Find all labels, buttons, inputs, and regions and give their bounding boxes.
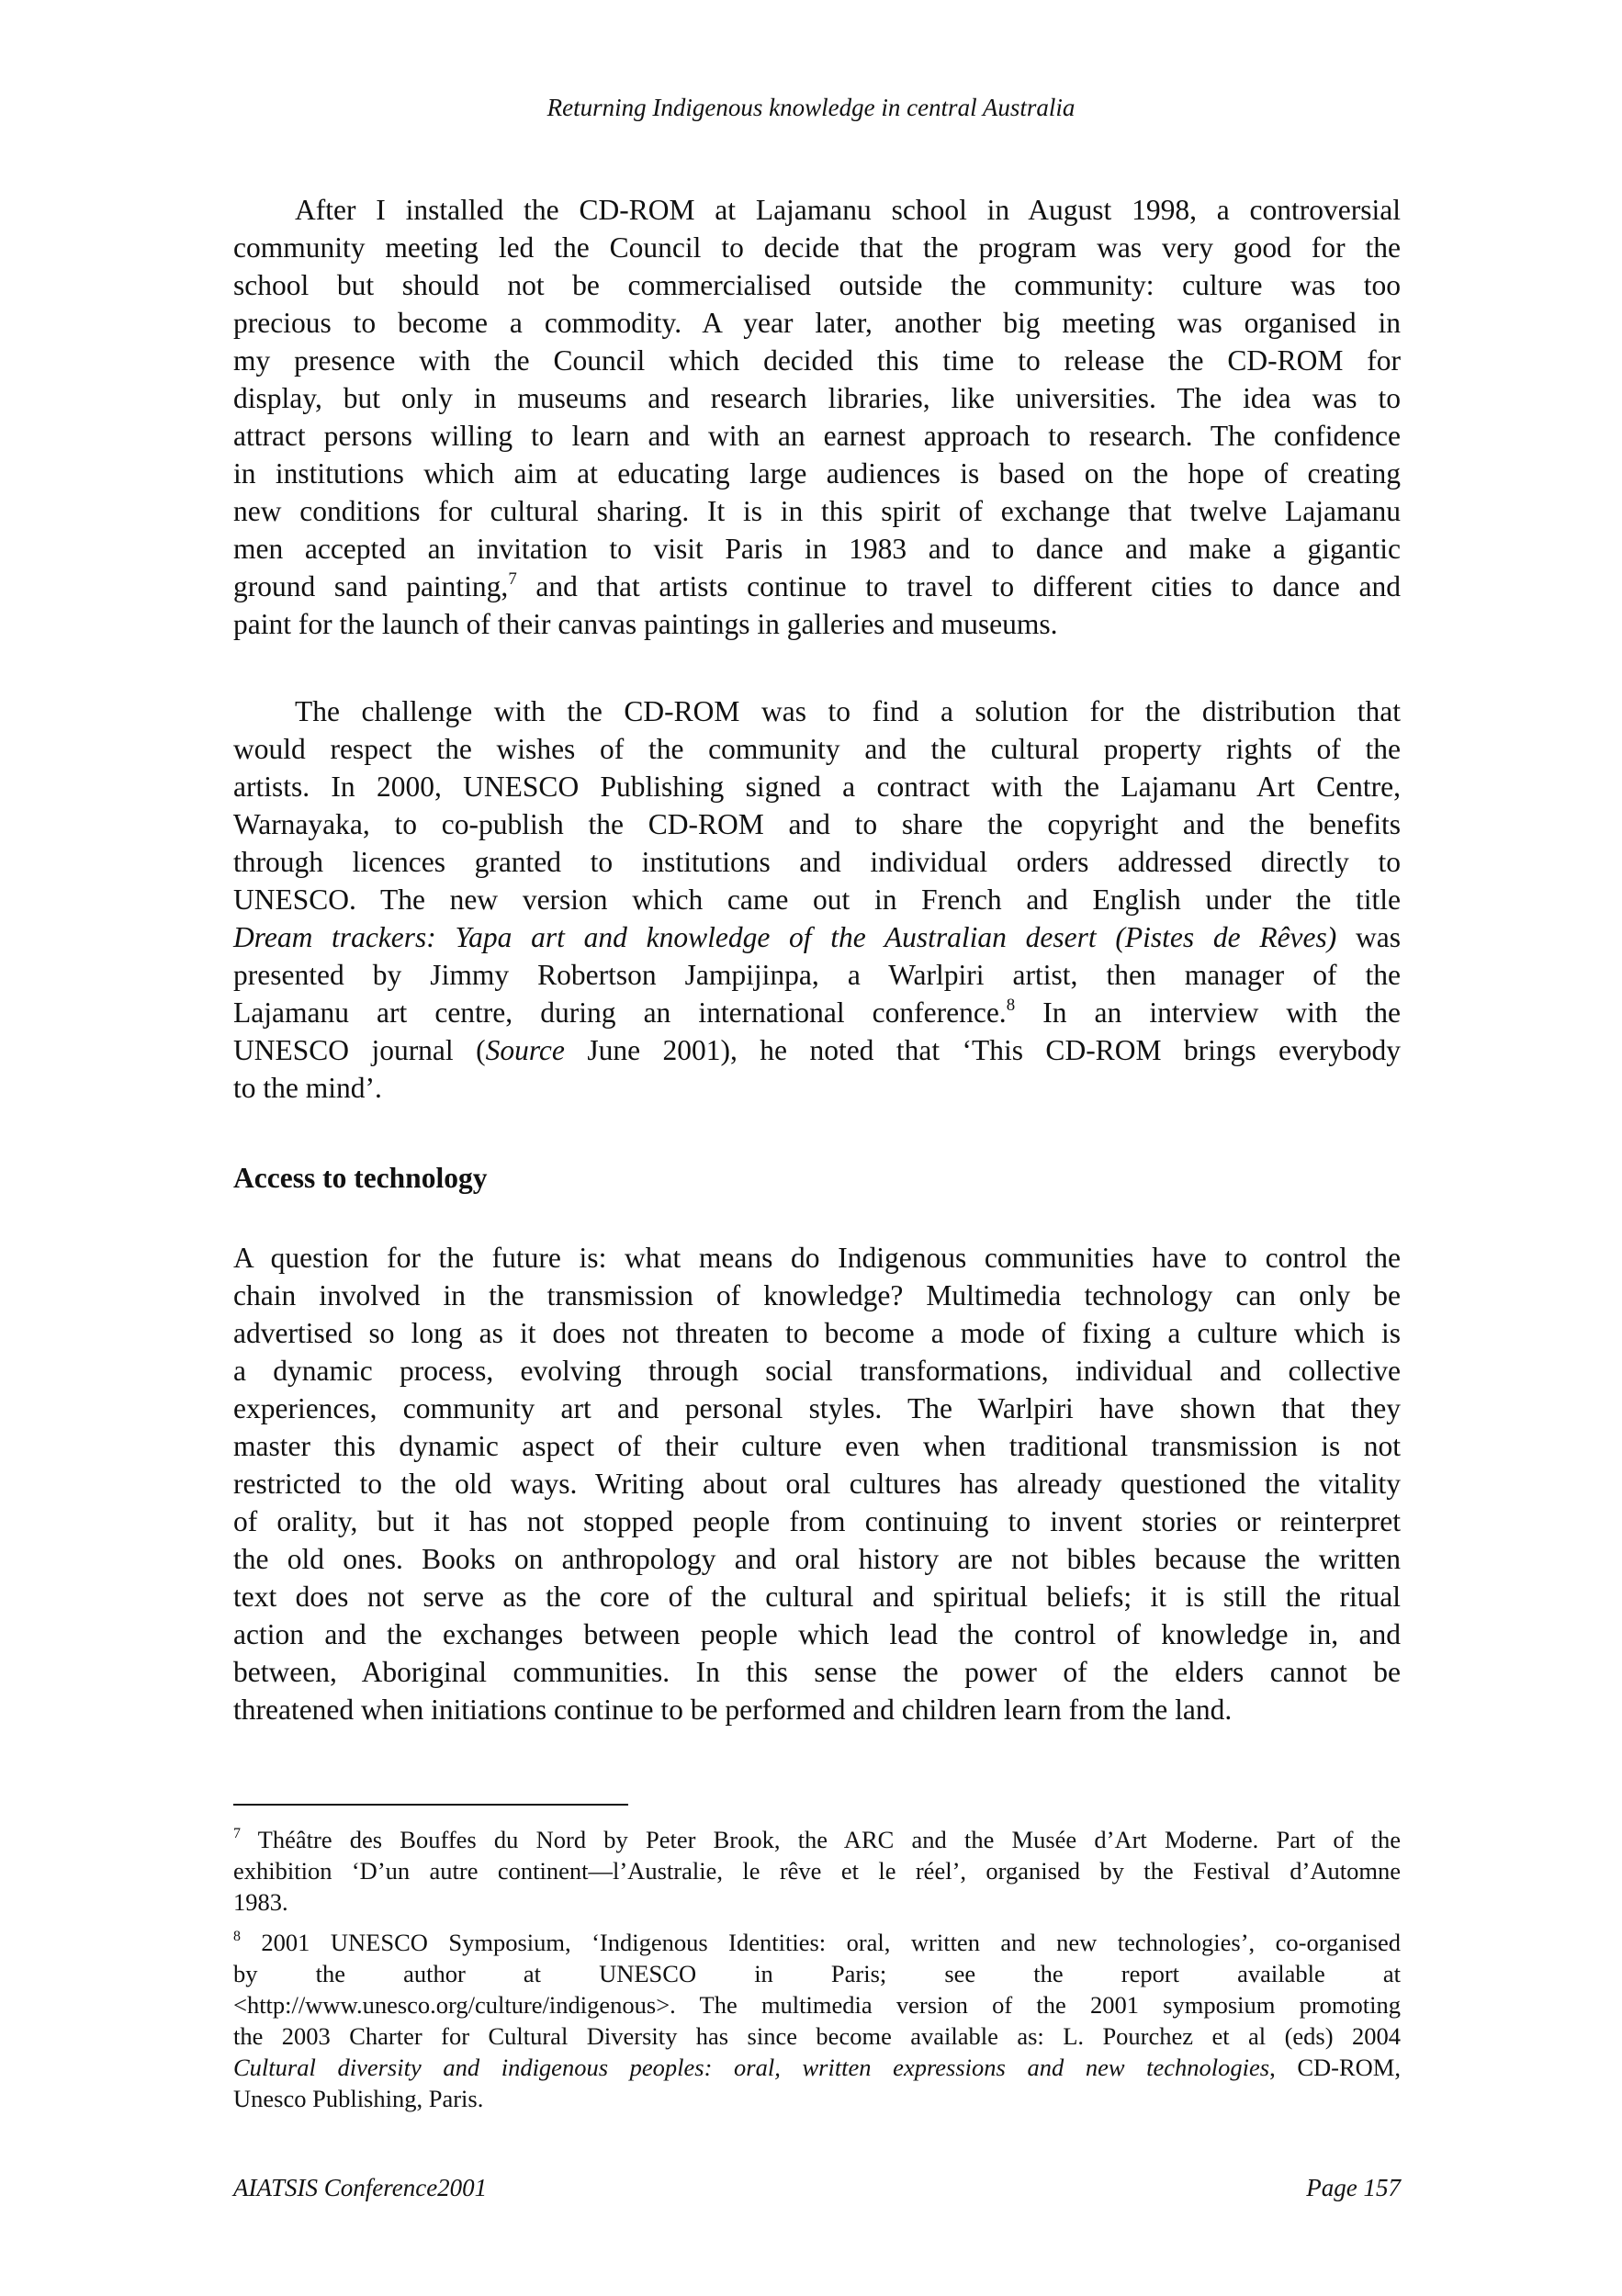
text-segment: and that artists continue to travel to different cities to dance and [516,570,1401,602]
text-line [233,266,1401,304]
text-segment: UNESCO journal ( [233,1034,486,1066]
text-line [233,994,1401,1031]
text-segment: In an interview with the [1015,996,1401,1029]
text-segment: Warnayaka, to co-publish the CD-ROM and to share the copyright and the benefits [233,808,1401,840]
text-segment: artists. In 2000, UNESCO Publishing signed a contract with the Lajamanu Art Centre, [233,771,1401,803]
text-segment: men accepted an invitation to visit Paris in 1983 and to dance and make a gigantic [233,533,1401,565]
text-segment: the 2003 Charter for Cultural Diversity has since become available as: L. Pourchez et al (eds) 2004 [233,2022,1401,2050]
text-line [233,417,1401,455]
text-line [233,1540,1401,1578]
italic-text: Source [485,1034,565,1066]
text-segment: 1983. [233,1888,288,1916]
paragraph-2 [233,692,1401,1107]
text-segment: restricted to the old ways. Writing about oral cultures has already questioned the vitality [233,1468,1401,1500]
text-line [233,1989,1401,2020]
text-segment: presented by Jimmy Robertson Jampijinpa, a Warlpiri artist, then manager of the [233,959,1401,991]
text-segment: experiences, community art and personal styles. The Warlpiri have shown that they [233,1392,1401,1424]
text-segment: school but should not be commercialised outside the community: culture was too [233,269,1401,301]
text-segment: precious to become a commodity. A year later, another big meeting was organised in [233,307,1401,339]
text-line [233,881,1401,918]
text-line [233,956,1401,994]
footnote-marker: 7 [508,568,517,589]
footnote-marker: 8 [233,1928,241,1944]
text-line [233,492,1401,530]
footnote-8 [233,1927,1401,2114]
text-segment: the old ones. Books on anthropology and oral history are not bibles because the written [233,1543,1401,1575]
footer-conference: AIATSIS Conference2001 [233,2174,488,2201]
text-line [233,1615,1401,1653]
text-segment: A question for the future is: what means do Indigenous communities have to control the [233,1242,1401,1274]
text-line [233,843,1401,881]
text-segment: community meeting led the Council to decide that the program was very good for the [233,231,1401,264]
text-line [233,918,1401,956]
text-line [233,191,1401,229]
text-line [233,2020,1401,2052]
text-line [233,605,1401,643]
text-segment: Théâtre des Bouffes du Nord by Peter Brook, the ARC and the Musée d’Art Moderne. Part of the [240,1826,1401,1853]
text-segment: Unesco Publishing, Paris. [233,2085,484,2112]
italic-text: Cultural diversity and indigenous peoples: oral, written expressions and new technologies [233,2054,1270,2081]
text-line [233,1927,1401,1958]
text-segment: chain involved in the transmission of knowledge? Multimedia technology can only be [233,1279,1401,1311]
text-segment: master this dynamic aspect of their culture even when traditional transmission is not [233,1430,1401,1462]
text-segment: 2001 UNESCO Symposium, ‘Indigenous Identities: oral, written and new technologies’, co-organised [240,1929,1401,1956]
text-segment: text does not serve as the core of the cultural and spiritual beliefs; it is still the ritual [233,1581,1401,1613]
text-line [233,692,1401,730]
text-segment: , CD-ROM, [1269,2054,1402,2081]
text-segment: my presence with the Council which decided this time to release the CD-ROM for [233,344,1401,377]
text-line [233,229,1401,266]
text-segment: Lajamanu art centre, during an international conference. [233,996,1007,1029]
text-line [233,1390,1401,1427]
text-line [233,2083,1401,2114]
section-heading: Access to technology [233,1162,488,1194]
text-segment: to the mind’. [233,1072,382,1104]
text-segment: <http://www.unesco.org/culture/indigenous>. The multimedia version of the 2001 symposium promoting [233,1991,1401,2019]
text-segment: display, but only in museums and research libraries, like universities. The idea was to [233,382,1401,414]
text-line [233,530,1401,568]
text-segment: UNESCO. The new version which came out in French and English under the title [233,884,1401,916]
text-segment: would respect the wishes of the community and the cultural property rights of the [233,733,1401,765]
text-line [233,304,1401,342]
text-line [233,1465,1401,1503]
text-segment: action and the exchanges between people which lead the control of knowledge in, and [233,1618,1401,1650]
text-segment: was [1336,921,1401,953]
page-number: Page 157 [1306,2174,1401,2201]
text-line [233,568,1401,605]
italic-text: Dream trackers: Yapa art and knowledge of the Australian desert (Pistes de Rêves) [233,921,1337,953]
text-line [233,1503,1401,1540]
footnote-7 [233,1824,1401,1918]
text-segment: between, Aboriginal communities. In this sense the power of the elders cannot be [233,1656,1401,1688]
text-line [233,455,1401,492]
text-line [233,1886,1401,1918]
text-segment: The challenge with the CD-ROM was to find a solution for the distribution that [295,695,1401,727]
footnote-marker: 7 [233,1825,241,1841]
text-line [233,1239,1401,1277]
paragraph-1 [233,191,1401,643]
text-segment: of orality, but it has not stopped people from continuing to invent stories or reinterpret [233,1505,1401,1537]
text-segment: threatened when initiations continue to be performed and children learn from the land. [233,1694,1233,1726]
paragraph-3 [233,1239,1401,1728]
text-segment: June 2001), he noted that ‘This CD-ROM brings everybody [564,1034,1402,1066]
text-segment: through licences granted to institutions and individual orders addressed directly to [233,846,1401,878]
text-line [233,1427,1401,1465]
text-line [233,805,1401,843]
text-segment: After I installed the CD-ROM at Lajamanu school in August 1998, a controversial [295,194,1401,226]
text-line [233,1691,1401,1728]
text-segment: by the author at UNESCO in Paris; see the report available at [233,1960,1401,1987]
text-line [233,1277,1401,1314]
text-line [233,1855,1401,1886]
text-line [233,1069,1401,1107]
text-segment: advertised so long as it does not threaten to become a mode of fixing a culture which is [233,1317,1401,1349]
page-footer [233,2174,1401,2202]
text-line [233,1958,1401,1989]
text-line [233,1653,1401,1691]
text-line [233,2052,1401,2083]
text-segment: in institutions which aim at educating large audiences is based on the hope of creating [233,457,1401,490]
text-segment: exhibition ‘D’un autre continent—l’Australie, le rêve et le réel’, organised by the Festival d’Automne [233,1857,1401,1885]
text-line [233,342,1401,379]
text-line [233,730,1401,768]
text-segment: a dynamic process, evolving through social transformations, individual and collective [233,1355,1401,1387]
running-head: Returning Indigenous knowledge in central Australia [546,94,1076,121]
text-line [233,1031,1401,1069]
footnote-marker: 8 [1006,995,1016,1015]
text-segment: paint for the launch of their canvas paintings in galleries and museums. [233,608,1058,640]
text-segment: new conditions for cultural sharing. It is in this spirit of exchange that twelve Lajamanu [233,495,1401,527]
text-line [233,1578,1401,1615]
text-line [233,768,1401,805]
text-line [233,1352,1401,1390]
text-segment: ground sand painting, [233,570,509,602]
text-segment: attract persons willing to learn and with an earnest approach to research. The confidence [233,420,1401,452]
text-line [233,379,1401,417]
text-line [233,1824,1401,1855]
footnote-divider [233,1804,628,1806]
text-line [233,1314,1401,1352]
